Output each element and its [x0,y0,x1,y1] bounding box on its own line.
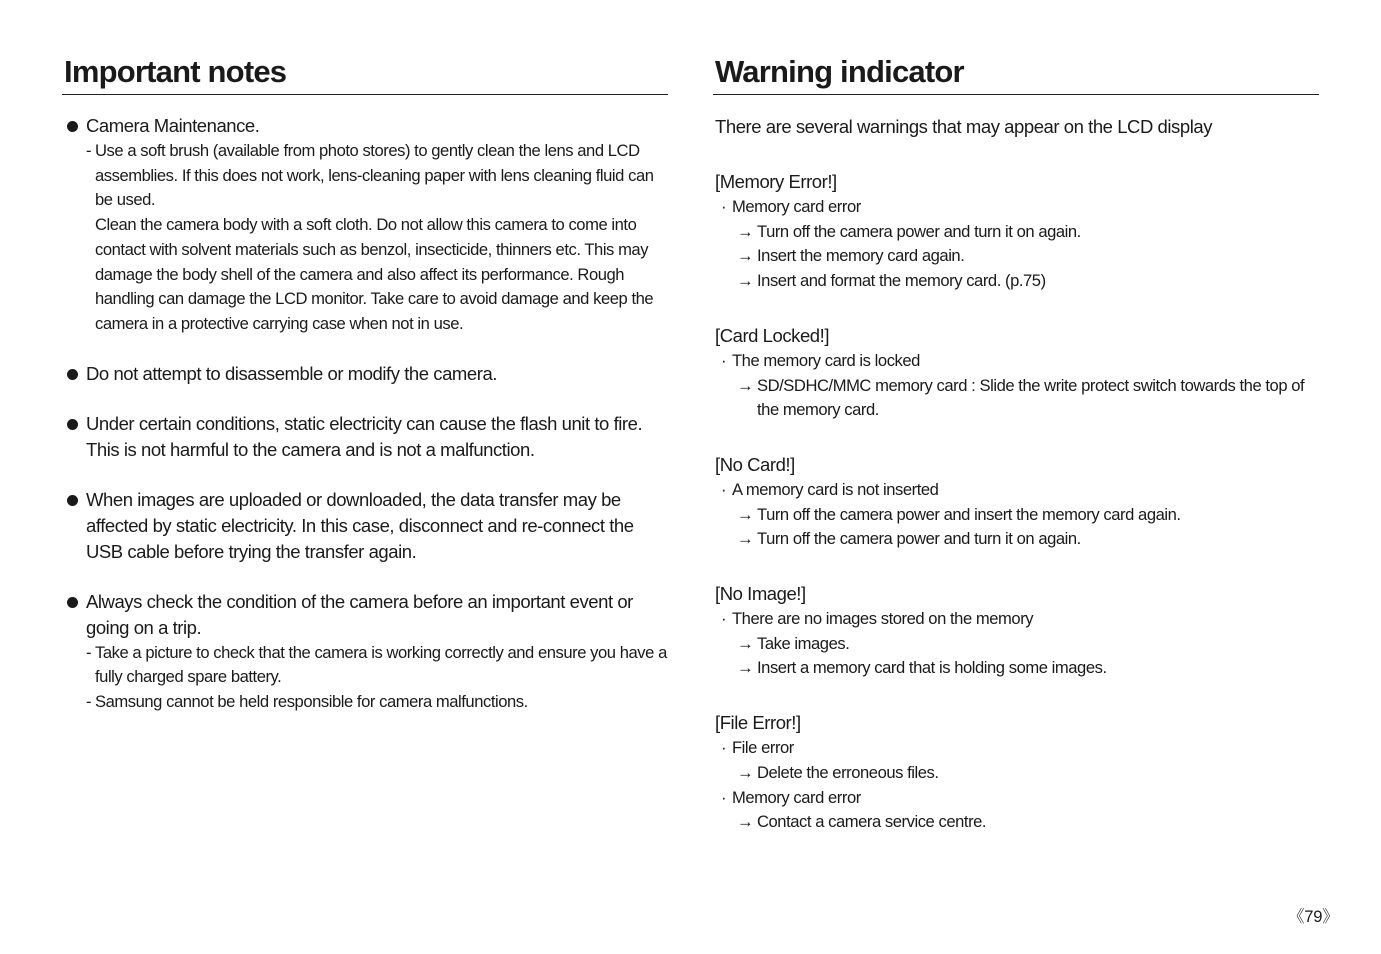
bullet-dot-icon [67,419,78,430]
bullet-dot-icon [67,121,78,132]
right-arrow-icon: → [737,812,754,832]
warning-title: [File Error!] [715,712,801,734]
note-text: Camera Maintenance. [86,115,260,136]
warning-cause [715,349,1319,374]
important-notes-heading: Important notes [62,52,668,95]
warning-action-text: Insert the memory card again. [757,246,965,266]
note-subitem-paragraph: Use a soft brush (available from photo stores) to gently clean the lens and LCD assemblies. If this does not work, lens-cleaning paper with lens cleaning fluid can be used. [95,141,654,210]
warning-block-no-card [713,452,1319,552]
notes-list [62,113,668,715]
note-subitem [86,641,668,690]
warning-title: [Memory Error!] [715,171,837,192]
warning-cause-text: File error [732,738,794,758]
note-item [62,411,668,463]
middle-dot-icon: · [721,479,727,499]
warning-action [715,632,1319,657]
note-text: Under certain conditions, static electricity can cause the flash unit to fire. This is not harmful to the camera and is not a malfunction. [86,412,643,460]
bullet-dot-icon [67,369,78,380]
note-subitem [86,139,668,337]
middle-dot-icon: · [721,197,727,216]
warning-action-text: Contact a camera service centre. [757,812,987,832]
warning-action [715,220,1319,245]
warning-action-text: Turn off the camera power and insert the memory card again. [757,504,1181,524]
right-arrow-icon: → [737,762,754,782]
middle-dot-icon: · [721,738,727,758]
middle-dot-icon: · [721,609,727,629]
warning-action [715,503,1319,528]
note-item [62,589,668,715]
warning-cause [715,736,1319,761]
warning-title: [No Image!] [715,583,806,605]
right-arrow-icon: → [737,375,754,395]
warning-cause-text: Memory card error [732,197,861,216]
warning-action-text: Insert and format the memory card. (p.75) [757,271,1046,291]
dash-marker-icon: - [86,141,92,160]
warning-cause-text: A memory card is not inserted [732,479,939,499]
warning-action [715,244,1319,269]
note-text: Always check the condition of the camera before an important event or going on a trip. [86,590,633,638]
note-subitem-paragraph: Take a picture to check that the camera is working correctly and ensure you have a fully charged spare battery. [95,642,667,687]
warning-cause-text: Memory card error [732,787,861,807]
middle-dot-icon: · [721,350,727,370]
warning-action [715,527,1319,552]
warning-cause-text: The memory card is locked [732,350,920,370]
warning-action [715,761,1319,786]
warning-title: [Card Locked!] [715,324,830,346]
right-arrow-icon: → [737,271,754,291]
warning-cause [715,195,1319,220]
warning-indicator-heading: Warning indicator [713,52,1319,95]
bullet-dot-icon [67,597,78,608]
warning-block-card-locked [713,323,1319,423]
warning-action [715,374,1319,423]
note-text: Do not attempt to disassemble or modify the camera. [86,362,497,384]
warning-cause [715,786,1319,811]
note-subitem [86,690,668,715]
page-number: 《79》 [1288,907,1339,926]
right-arrow-icon: → [737,658,754,678]
right-arrow-icon: → [737,529,754,549]
warning-cause [715,607,1319,632]
note-text: When images are uploaded or downloaded, the data transfer may be affected by static electricity. In this case, disconnect and re-connect the USB cable before trying the transfer again. [86,488,634,562]
warning-cause-text: There are no images stored on the memory [732,609,1034,629]
warning-action-text: Insert a memory card that is holding some images. [757,658,1107,678]
dash-marker-icon: - [86,692,92,712]
warning-block-no-image [713,581,1319,681]
warning-action-text: Turn off the camera power and turn it on again. [757,529,1081,549]
warning-indicator-column [713,52,1319,835]
right-arrow-icon: → [737,246,754,266]
bullet-dot-icon [67,495,78,506]
warning-block-file-error [713,710,1319,835]
note-subitem-paragraph: Clean the camera body with a soft cloth. Do not allow this camera to come into contact with solvent materials such as benzol, insecticide, thinners etc. This may damage the body shell of the camera and also affect its performance. Rough handling can damage the LCD monitor. Take care to avoid damage and keep the camera in a protective carrying case when not in use. [95,215,654,333]
warning-block-memory-error [713,169,1319,294]
warning-cause [715,478,1319,503]
right-arrow-icon: → [737,633,754,653]
right-arrow-icon: → [737,221,754,241]
dash-marker-icon: - [86,642,92,662]
note-subitem-paragraph: Samsung cannot be held responsible for camera malfunctions. [95,692,528,712]
warning-action-text: Delete the erroneous files. [757,762,939,782]
warning-action [715,656,1319,681]
note-item [62,487,668,565]
important-notes-column [62,52,668,715]
note-item [62,361,668,387]
note-item [62,113,668,337]
warning-action [715,810,1319,835]
warning-action-text: Turn off the camera power and turn it on again. [757,221,1081,241]
warning-action-text: Take images. [757,633,850,653]
warning-title: [No Card!] [715,453,795,475]
warning-action [715,269,1319,294]
warning-action-text: SD/SDHC/MMC memory card : Slide the write protect switch towards the top of the memory card. [757,375,1305,420]
middle-dot-icon: · [721,787,727,807]
warning-intro: There are several warnings that may appear on the LCD display [715,116,1212,137]
right-arrow-icon: → [737,504,754,524]
